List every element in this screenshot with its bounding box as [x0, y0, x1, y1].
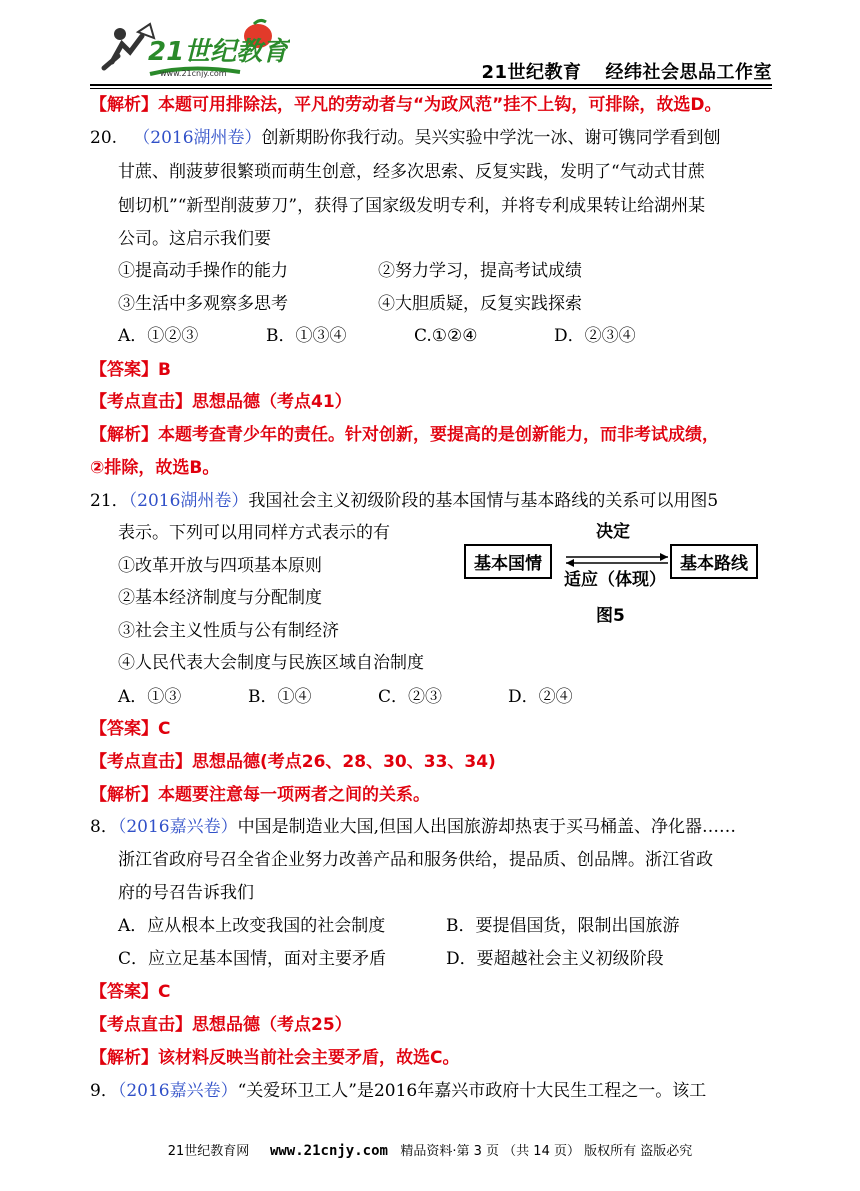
diagram-bottom-label: 适应（体现）: [564, 570, 666, 590]
q8-choice-d: D．要超越社会主义初级阶段: [446, 949, 664, 969]
q20-stem-line3: 刨切机”“新型削菠萝刀”，获得了国家级发明专利，并将专利成果转让给湖州某: [118, 196, 706, 216]
question-source: （2016嘉兴卷）: [117, 817, 238, 837]
question-source: （2016嘉兴卷）: [117, 1081, 238, 1101]
header-org: 21世纪教育: [481, 62, 582, 83]
q21-choice-c: C．②③: [378, 687, 443, 707]
header-title: [481, 58, 772, 84]
double-arrow-icon: [562, 552, 672, 568]
question-number: 9．: [90, 1081, 118, 1101]
q8-choice-a: A．应从根本上改变我国的社会制度: [118, 916, 386, 936]
diagram-right-box: 基本路线: [670, 544, 758, 579]
q8-point: 【考点直击】思想品德（考点25）: [90, 1015, 352, 1035]
question-number: 21．: [90, 491, 129, 511]
analysis-text: 本题可用排除法，平凡的劳动者与“为政风范”挂不上钩，可排除，故选D。: [158, 95, 722, 115]
logo-text: 21世纪教育: [148, 37, 289, 67]
stem-line: 我国社会主义初级阶段的基本国情与基本路线的关系可以用图5: [248, 491, 719, 511]
q20-analysis: 【解析】本题考查青少年的责任。针对创新，要提高的是创新能力，而非考试成绩，: [90, 425, 719, 445]
footer-text: 精品资料·第 3 页 （共 14 页） 版权所有 盗版必究: [400, 1144, 693, 1159]
q9-stem: [90, 1081, 706, 1101]
q20-point: 【考点直击】思想品德（考点41）: [90, 392, 352, 412]
q20-choice-d: D．②③④: [554, 326, 636, 346]
q8-choice-c: C．应立足基本国情，面对主要矛盾: [118, 949, 387, 969]
stem-line: 创新期盼你我行动。吴兴实验中学沈一冰、谢可镌同学看到刨: [261, 128, 721, 148]
site-logo[interactable]: [90, 14, 290, 82]
logo-url: www.21cnjy.com: [160, 69, 227, 78]
q8-stem-line3: 府的号召告诉我们: [118, 883, 254, 903]
question-number: 8．: [90, 817, 118, 837]
q20-choice-c: C.①②④: [414, 326, 478, 346]
q20-stem-line2: 甘蔗、削菠萝很繁琐而萌生创意，经多次思索、反复实践，发明了“气动式甘蔗: [118, 162, 705, 182]
figure-caption: 图5: [596, 606, 625, 626]
question-source: （2016湖州卷）: [128, 491, 249, 511]
q21-stem-line2: 表示。下列可以用同样方式表示的有: [118, 523, 390, 543]
q19-analysis: [90, 95, 721, 115]
q21-stem: [90, 491, 718, 511]
q20-analysis-line2: ②排除，故选B。: [90, 458, 220, 478]
stem-line: “关爱环卫工人”是2016年嘉兴市政府十大民生工程之一。该工: [237, 1081, 707, 1101]
figure-5-diagram: [464, 522, 764, 632]
q8-analysis: 【解析】该材料反映当前社会主要矛盾，故选C。: [90, 1048, 460, 1068]
question-source: （2016湖州卷）: [133, 128, 262, 148]
q8-answer: 【答案】C: [90, 982, 171, 1002]
q20-choice-b: B．①③④: [266, 326, 347, 346]
q20-option-2: ②努力学习，提高考试成绩: [378, 261, 582, 281]
q21-choice-b: B．①④: [248, 687, 312, 707]
q20-stem: [90, 128, 721, 148]
stem-line: 中国是制造业大国,但国人出国旅游却热衷于买马桶盖、净化器……: [237, 817, 736, 837]
q21-analysis: 【解析】本题要注意每一项两者之间的关系。: [90, 785, 430, 805]
runner-logo-icon: [90, 14, 290, 82]
q8-choice-b: B．要提倡国货，限制出国旅游: [446, 916, 680, 936]
diagram-left-box: 基本国情: [464, 544, 552, 579]
q20-option-4: ④大胆质疑，反复实践探索: [378, 294, 582, 314]
q20-option-1: ①提高动手操作的能力: [118, 261, 288, 281]
footer-url[interactable]: www.21cnjy.com: [269, 1143, 388, 1159]
q20-answer: 【答案】B: [90, 360, 171, 380]
q8-stem-line2: 浙江省政府号召全省企业努力改善产品和服务供给，提品质、创品牌。浙江省政: [118, 850, 713, 870]
q21-option-2: ②基本经济制度与分配制度: [118, 588, 322, 608]
header-rule-thin: [90, 88, 772, 89]
diagram-top-label: 决定: [596, 522, 630, 542]
q20-option-3: ③生活中多观察多思考: [118, 294, 288, 314]
q21-answer: 【答案】C: [90, 719, 171, 739]
q20-choice-a: A．①②③: [118, 326, 199, 346]
q21-option-1: ①改革开放与四项基本原则: [118, 556, 322, 576]
q21-choice-a: A．①③: [118, 687, 182, 707]
analysis-tag: 【解析】: [90, 95, 158, 115]
question-number: 20.: [90, 128, 118, 148]
q21-option-4: ④人民代表大会制度与民族区域自治制度: [118, 653, 424, 673]
footer-site: 21世纪教育网: [167, 1144, 250, 1159]
header-rule: [90, 84, 772, 86]
q21-point: 【考点直击】思想品德(考点26、28、30、33、34): [90, 752, 496, 772]
page-footer: [0, 1140, 860, 1159]
header-studio: 经纬社会思品工作室: [605, 62, 772, 83]
q21-choice-d: D．②④: [508, 687, 573, 707]
q21-option-3: ③社会主义性质与公有制经济: [118, 621, 339, 641]
q20-stem-line4: 公司。这启示我们要: [118, 229, 271, 249]
q8-stem: [90, 817, 736, 837]
